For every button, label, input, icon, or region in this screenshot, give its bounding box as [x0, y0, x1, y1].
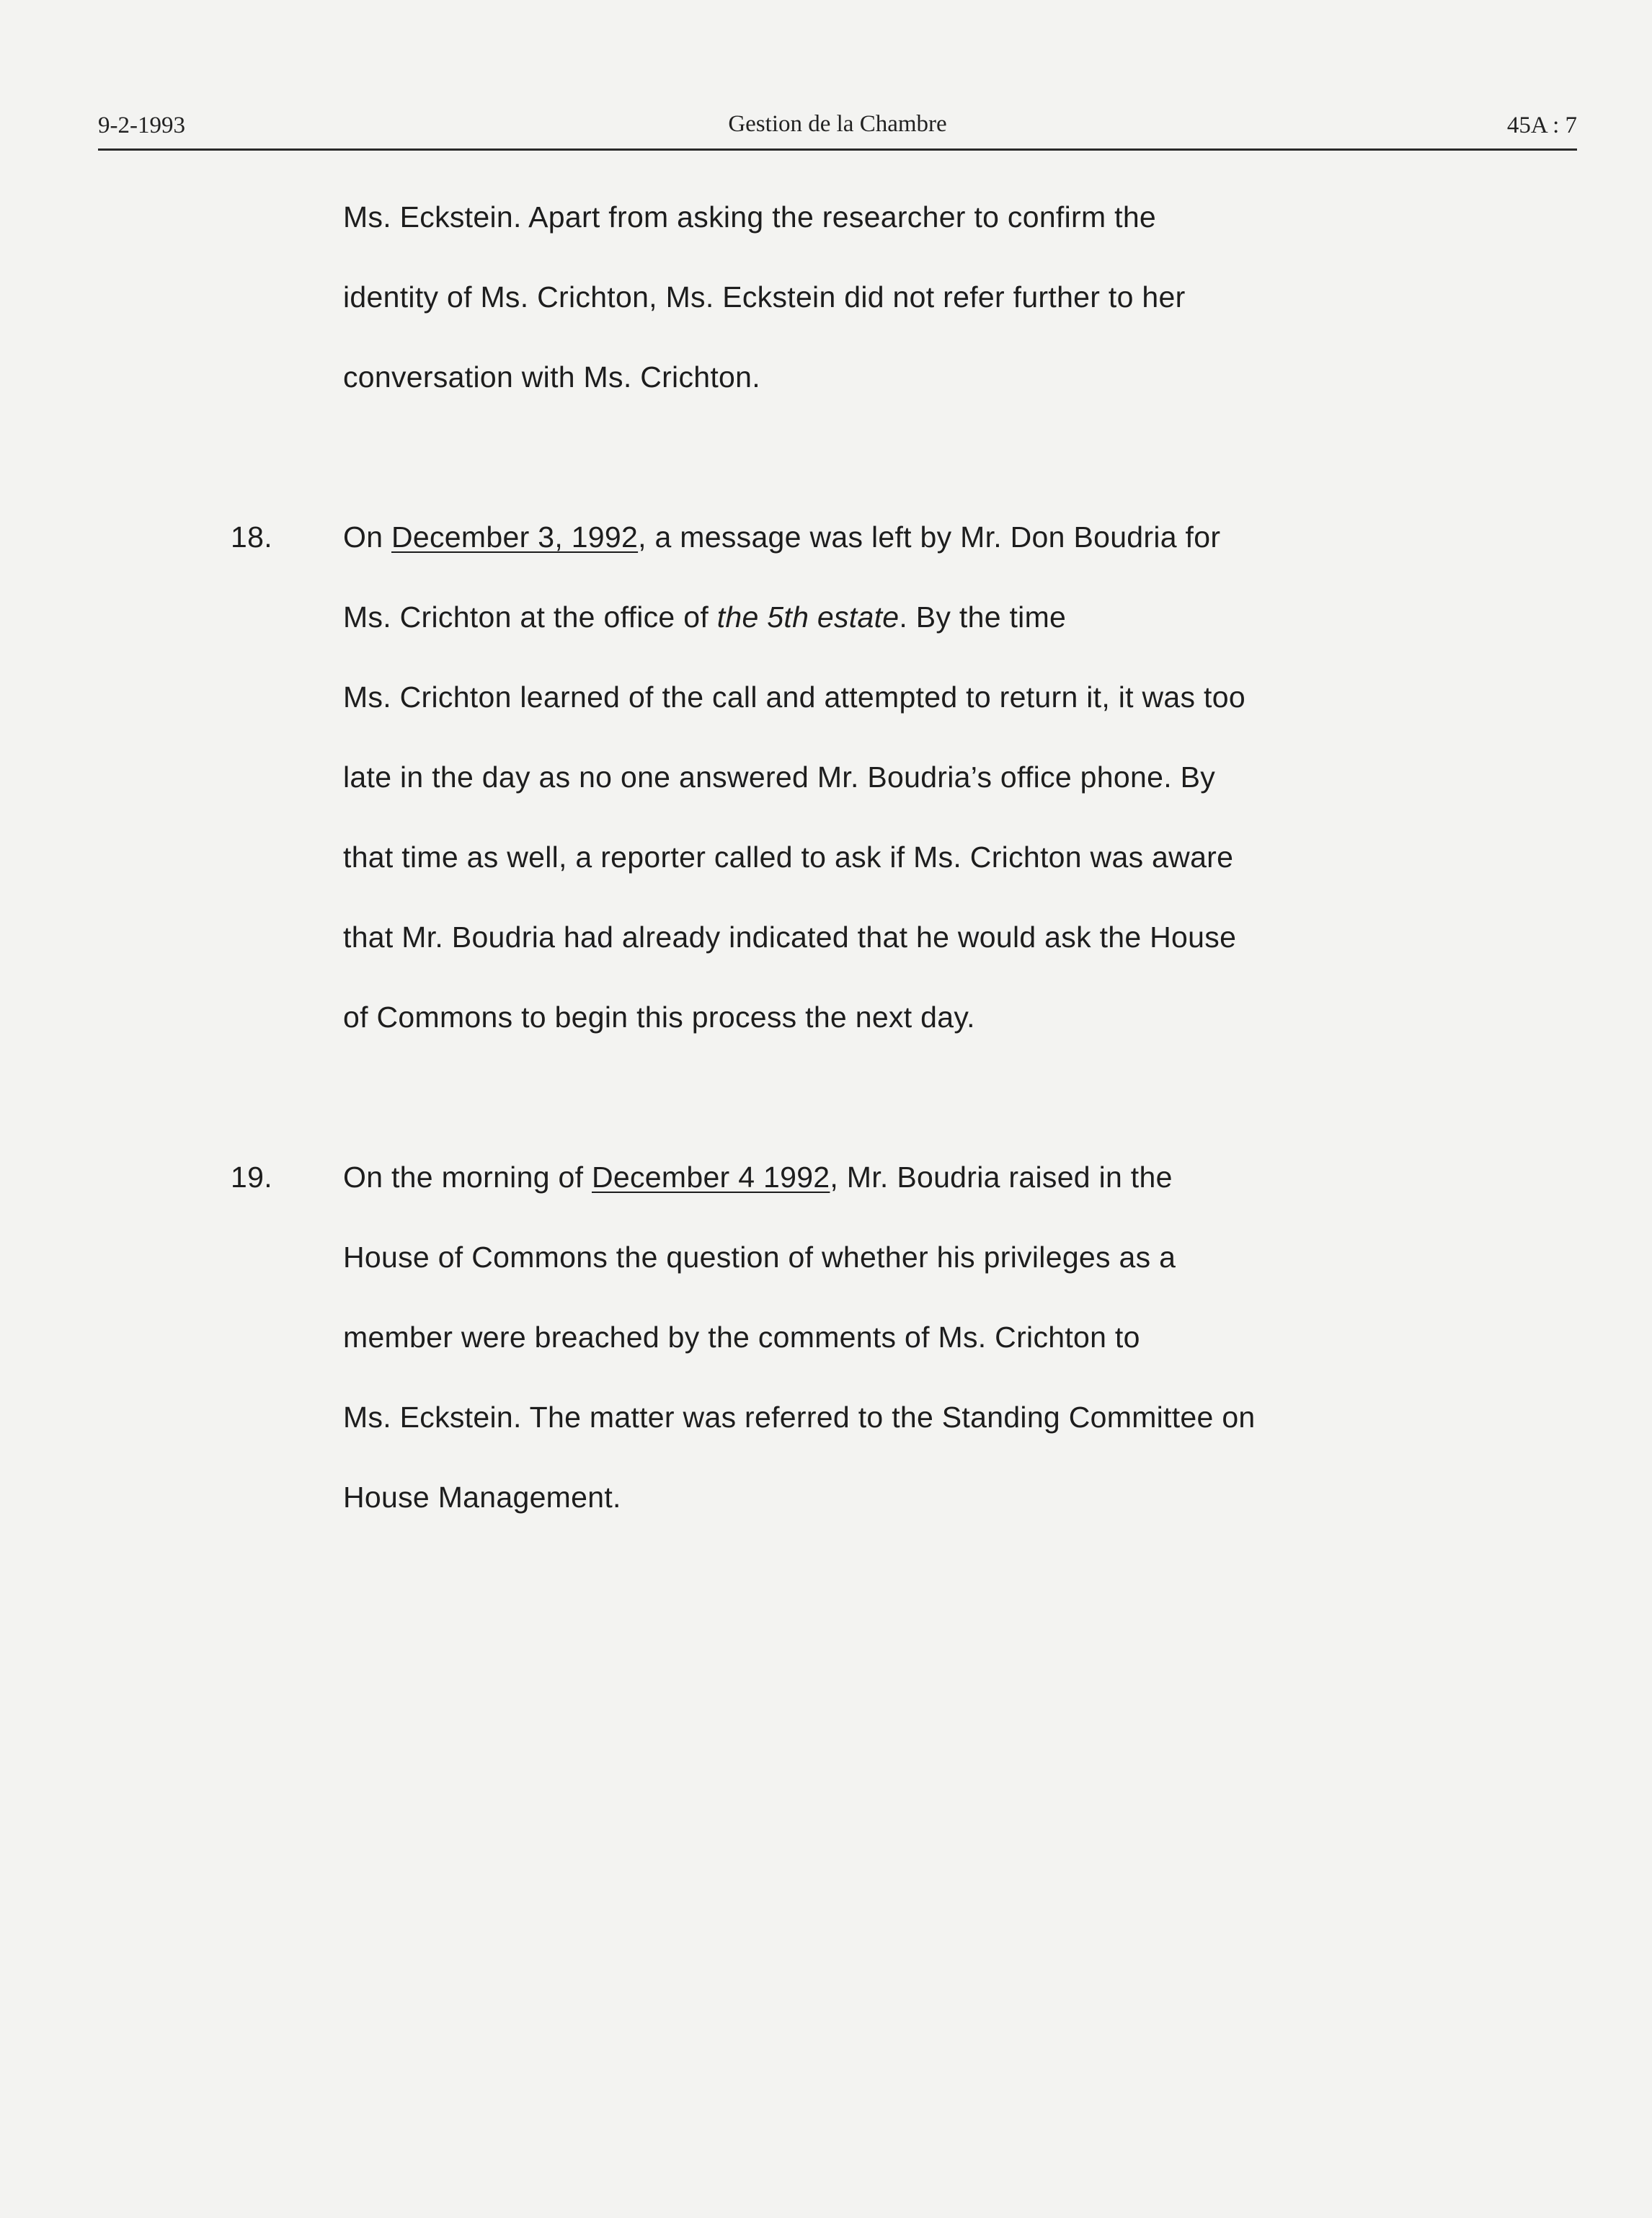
date-december-4-1992: December 4 1992	[591, 1161, 830, 1194]
paragraph-19-line-1: On the morning of December 4 1992, Mr. Boudria raised in the	[343, 1161, 1173, 1194]
header-rule	[98, 148, 1577, 151]
header-title: Gestion de la Chambre	[728, 111, 947, 137]
paragraph-18-line-3: Ms. Crichton learned of the call and attempted to return it, it was too	[343, 680, 1245, 714]
continuation-line-2: identity of Ms. Crichton, Ms. Eckstein did not refer further to her	[343, 280, 1186, 314]
paragraph-19-line-4: Ms. Eckstein. The matter was referred to the Standing Committee on	[343, 1401, 1256, 1434]
header-date: 9-2-1993	[98, 112, 185, 138]
paragraph-19-number: 19.	[231, 1161, 272, 1194]
program-title-italic: the 5th estate	[716, 600, 900, 634]
paragraph-19-line-5: House Management.	[343, 1481, 621, 1514]
date-december-3-1992: December 3, 1992	[391, 520, 639, 554]
paragraph-18-line-7: of Commons to begin this process the next day.	[343, 1001, 975, 1034]
paragraph-19-line-3: member were breached by the comments of Ms. Crichton to	[343, 1321, 1140, 1354]
paragraph-18-number: 18.	[231, 520, 272, 554]
page-header	[98, 108, 1577, 147]
paragraph-19-line-2: House of Commons the question of whether his privileges as a	[343, 1241, 1176, 1274]
paragraph-18-line-4: late in the day as no one answered Mr. Boudria’s office phone. By	[343, 760, 1216, 794]
paragraph-18-line-1: On December 3, 1992, a message was left by Mr. Don Boudria for	[343, 520, 1221, 554]
header-page-number: 45A : 7	[1506, 112, 1577, 138]
paragraph-18-line-5: that time as well, a reporter called to ask if Ms. Crichton was aware	[343, 840, 1234, 874]
paragraph-18-line-6: that Mr. Boudria had already indicated that he would ask the House	[343, 921, 1237, 954]
continuation-line-3: conversation with Ms. Crichton.	[343, 360, 760, 394]
paragraph-18-line-2: Ms. Crichton at the office of the 5th estate. By the time	[343, 600, 1067, 634]
continuation-line-1: Ms. Eckstein. Apart from asking the researcher to confirm the	[343, 200, 1157, 234]
